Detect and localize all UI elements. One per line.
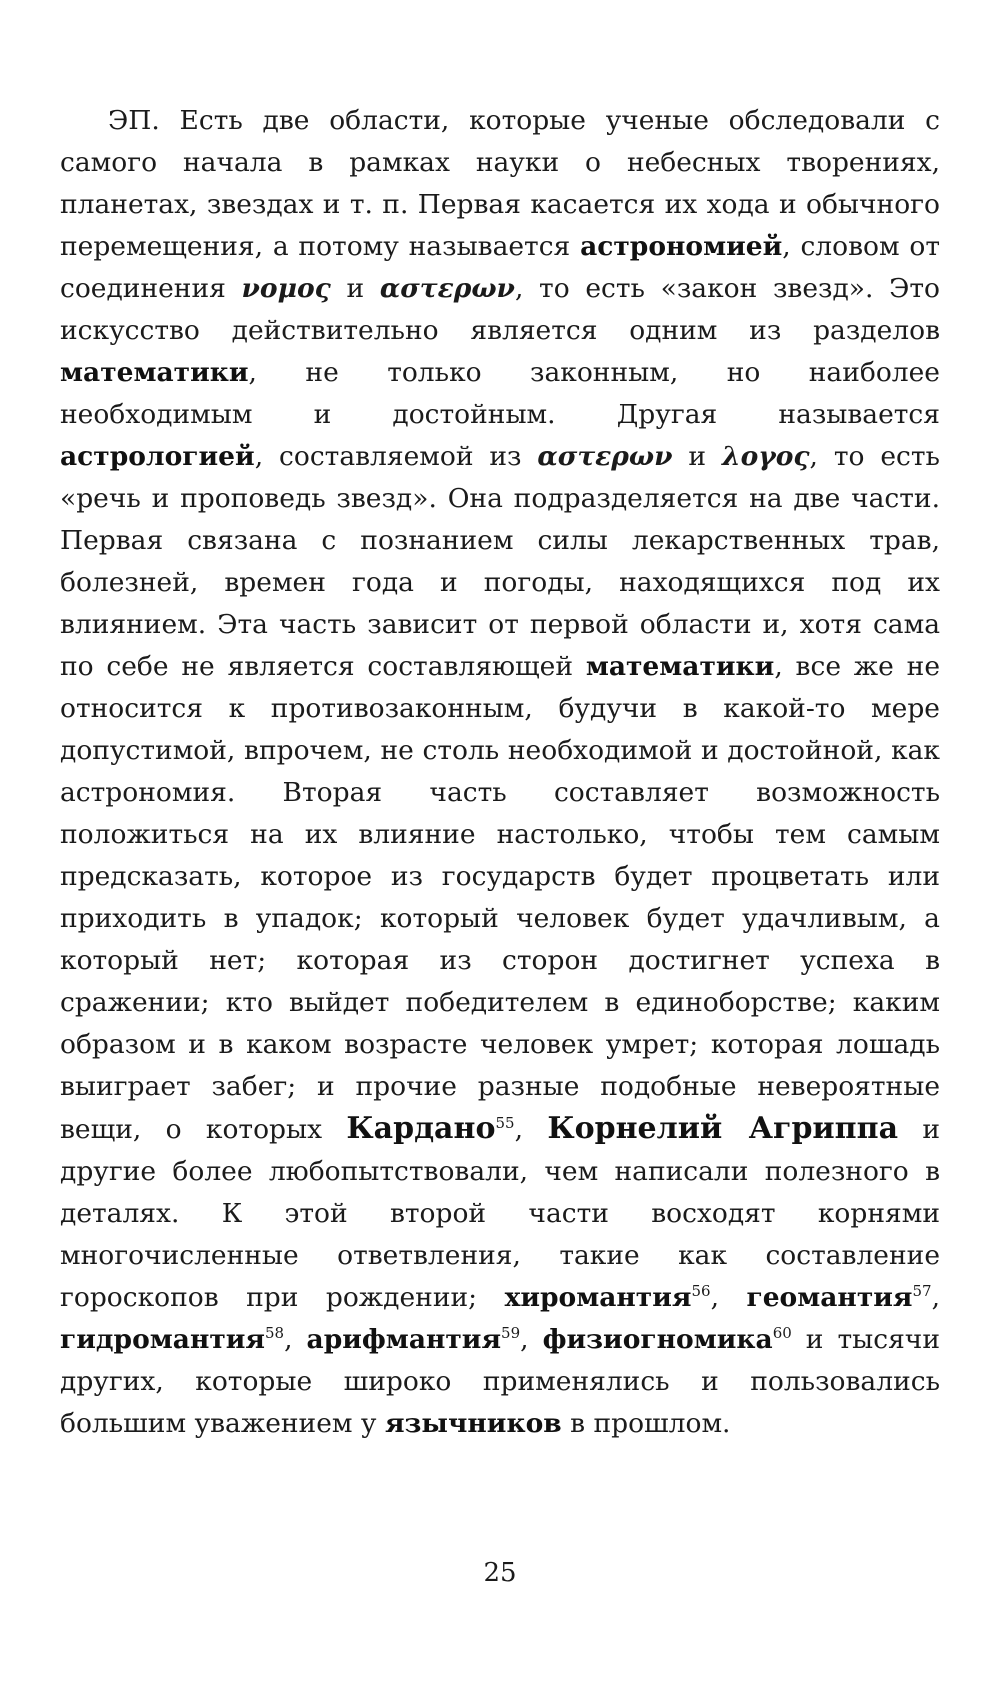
term-astronomy: астрономией — [580, 231, 783, 262]
text-run: , словом от соединения — [60, 231, 940, 304]
term-hydromancy: гидромантия — [60, 1324, 265, 1355]
footnote-ref-58: 58 — [265, 1324, 285, 1343]
text-run: , — [931, 1282, 940, 1313]
name-cornelius-agrippa: Корнелий Агриппа — [547, 1111, 899, 1146]
footnote-ref-55: 55 — [495, 1114, 515, 1133]
text-run: , составляемой из — [254, 441, 538, 472]
greek-term-nomos: νομος — [241, 273, 331, 304]
text-run: , то есть «речь и проповедь звезд». Она подразделяется на две части. Первая связана с познанием силы лекарственных трав, болезней, времен года и погоды, находящихся под их влиянием. Эта часть зависит от первой области и, хотя сама по себе не является составляющей — [60, 441, 940, 682]
text-run: ЭП. Есть две области, которые ученые обследовали с самого начала в рамках науки о небесных творениях, планетах, звездах и т. п. Первая касается их хода и обычного перемещения, а потому называется — [60, 105, 940, 262]
paragraph — [60, 100, 940, 1445]
term-pagans: язычников — [384, 1408, 562, 1439]
page-body — [60, 100, 940, 1445]
term-astrology: астрологией — [60, 441, 255, 472]
text-run: и — [672, 441, 722, 472]
name-cardano: Кардано — [346, 1111, 496, 1146]
term-chiromancy: хиромантия — [504, 1282, 692, 1313]
footnote-ref-57: 57 — [912, 1282, 932, 1301]
term-mathematics: математики — [585, 651, 775, 682]
text-run: , то есть «закон звезд». Это искусство действительно является одним из разделов — [60, 273, 940, 346]
greek-term-asteron: αστερων — [379, 273, 515, 304]
text-run: в прошлом. — [561, 1408, 731, 1439]
footnote-ref-56: 56 — [691, 1282, 711, 1301]
term-geomancy: геомантия — [746, 1282, 913, 1313]
page-number: 25 — [483, 1558, 517, 1588]
text-run: , все же не относится к противозаконным, будучи в какой-то мере допустимой, впрочем, не столь необходимой и достойной, как астрономия. Вторая часть составляет возможность положиться на их влияние настолько, чтобы тем самым предсказать, которое из государств будет процветать или приходить в упадок; который человек будет удачливым, а который нет; которая из сторон достигнет успеха в сражении; кто выйдет победителем в единоборстве; каким образом и в каком возрасте человек умрет; которая лошадь выиграет забег; и прочие разные подобные невероятные вещи, о которых — [60, 651, 941, 1145]
text-run: , — [514, 1114, 548, 1145]
footnote-ref-59: 59 — [501, 1324, 521, 1343]
text-run: и другие более любопытствовали, чем написали полезного в деталях. К этой второй части восходят корнями многочисленные ответвления, такие как составление гороскопов при рождении; — [60, 1114, 941, 1313]
term-arithmancy: арифмантия — [306, 1324, 502, 1355]
greek-term-logos: λογος — [721, 441, 810, 472]
greek-term-asteron: αστερων — [537, 441, 673, 472]
text-run: , — [710, 1282, 747, 1313]
text-run: , — [284, 1324, 307, 1355]
footnote-ref-60: 60 — [772, 1324, 792, 1343]
text-run: и — [330, 273, 380, 304]
text-run: , не только законным, но наиболее необходимым и достойным. Другая называется — [60, 357, 940, 430]
text-run: , — [520, 1324, 543, 1355]
text-run: и тысячи других, которые широко применялись и пользовались большим уважением у — [60, 1324, 940, 1439]
term-physiognomy: физиогномика — [542, 1324, 773, 1355]
term-mathematics: математики — [60, 357, 249, 388]
